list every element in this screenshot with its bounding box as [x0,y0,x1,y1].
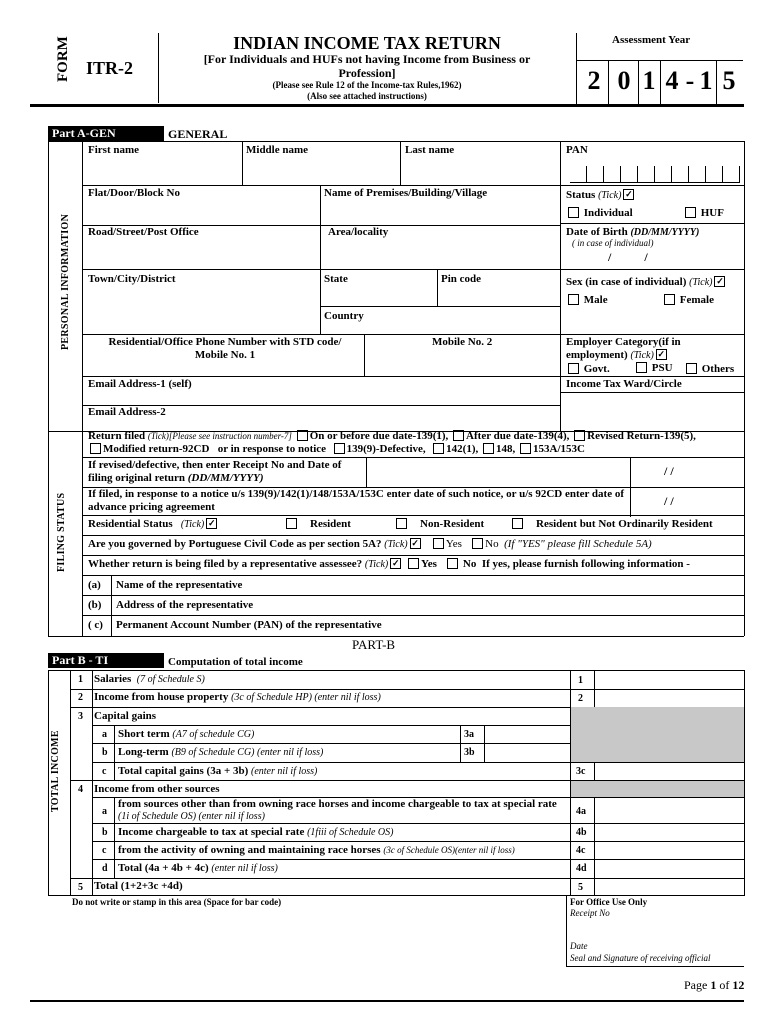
sub-row-letter: b [102,827,108,838]
checkbox-icon[interactable] [568,363,579,374]
checkbox-icon[interactable] [685,207,696,218]
email1-field[interactable]: Email Address-1 (self) [88,378,192,390]
checkbox-icon[interactable] [408,558,419,569]
checkbox-icon[interactable] [568,294,579,305]
box-label: 5 [578,882,583,893]
race-horses-row[interactable]: from the activity of owning and maintaining race horses (3c of Schedule OS)(enter nil if loss) [118,844,515,856]
form-label: FORM [55,36,71,82]
filing-status-label: FILING STATUS [56,492,67,572]
checkbox-icon[interactable] [286,518,297,529]
checkbox-icon[interactable] [453,430,464,441]
row-number: 1 [78,674,83,685]
rep-pan-field[interactable]: Permanent Account Number (PAN) of the representative [116,619,382,631]
checked-box-icon: ✓ [657,348,666,359]
checkbox-icon[interactable] [512,518,523,529]
checkbox-icon[interactable] [433,443,444,454]
road-field[interactable]: Road/Street/Post Office [88,226,199,238]
seal-signature-field: Seal and Signature of receiving official [570,953,711,963]
sub-row-letter: a [102,806,107,817]
rep-row-code: (b) [88,599,102,611]
sex-female-option[interactable]: Female [662,294,714,306]
ward-field[interactable]: Income Tax Ward/Circle [566,378,682,390]
status-huf-option[interactable]: HUF [683,207,724,219]
employer-psu-option[interactable]: PSU [634,362,673,374]
part-a-title: GENERAL [168,127,228,141]
box-label: 4d [576,863,587,874]
year-digit: 1 [642,66,656,95]
shaded-area [571,781,744,797]
box-label: 1 [578,675,583,686]
checkbox-icon[interactable] [520,443,531,454]
status-individual-option[interactable]: Individual [566,207,633,219]
row-number: 2 [78,692,83,703]
row-number: 4 [78,784,83,795]
shaded-area [571,707,744,762]
dob-note: ( in case of individual) [572,238,654,248]
personal-information-label: PERSONAL INFORMATION [60,213,71,350]
short-term-row[interactable]: Short term (A7 of schedule CG) [118,728,255,740]
checkbox-icon[interactable] [664,294,675,305]
office-use-label: For Office Use Only [570,897,648,907]
checkbox-icon[interactable] [568,207,579,218]
checked-box-icon: ✓ [207,517,216,528]
sub-row-letter: c [102,766,107,777]
first-name-field[interactable]: First name [88,144,140,156]
checked-box-icon: ✓ [411,537,419,548]
form-number: ITR-2 [86,58,134,78]
barcode-area-label: Do not write or stamp in this area (Space for bar code) [72,897,282,907]
employer-others-option[interactable]: Others [684,363,734,375]
employer-label: Employer Category(if in employment) (Tick) ✓ [566,336,681,361]
grand-total-row[interactable]: Total (1+2+3c +4d) [94,880,183,892]
sex-male-option[interactable]: Male [566,294,608,306]
area-field[interactable]: Area/locality [328,226,389,238]
box-label: 4c [576,845,586,856]
box-label: 4b [576,827,587,838]
long-term-row[interactable]: Long-term (B9 of Schedule CG) (enter nil if loss) [118,746,324,758]
status-label: Status (Tick) ✓ [566,188,633,201]
house-property-row[interactable]: Income from house property (3c of Schedule HP) (enter nil if loss) [94,691,381,703]
box-label: 2 [578,693,583,704]
row-number: 3 [78,711,83,722]
page-number: Page 1 of 12 [684,978,745,992]
non-resident-option[interactable]: Non-Resident [394,518,484,530]
sex-label: Sex (in case of individual) (Tick) ✓ [566,275,724,288]
checkbox-icon[interactable] [483,443,494,454]
rnor-option[interactable]: Resident but Not Ordinarily Resident [510,518,713,530]
pan-boxes[interactable] [570,166,740,183]
rep-row-code: (a) [88,579,101,591]
sub-row-letter: c [102,845,107,856]
instructions-note: (Also see attached instructions) [307,91,427,101]
total-other-sources-row[interactable]: Total (4a + 4b + 4c) (enter nil if loss) [118,862,278,874]
rule-note: (Please see Rule 12 of the Income-tax Rules,1962) [272,80,462,90]
year-digit: 5 [722,66,736,95]
rep-address-field[interactable]: Address of the representative [116,599,254,611]
box-label: 3c [576,766,586,777]
part-b-tag: Part B - TI [48,653,164,668]
rep-name-field[interactable]: Name of the representative [116,579,243,591]
row-number: 5 [78,882,83,893]
part-b-title: Computation of total income [168,656,303,668]
residential-status-row: Residential Status (Tick) ✓ [88,517,216,530]
checkbox-icon[interactable] [334,443,345,454]
checkbox-icon[interactable] [396,518,407,529]
checkbox-icon[interactable] [472,538,483,549]
pin-field[interactable]: Pin code [441,273,482,285]
year-digit: 0 [617,66,631,95]
year-digit: 1 [699,66,713,95]
resident-option[interactable]: Resident [284,518,351,530]
sub-row-letter: d [102,863,108,874]
pan-field[interactable]: PAN [566,144,588,156]
rep-row-code: ( c) [88,619,103,631]
revised-date-separators: / / [664,464,674,478]
checkbox-icon[interactable] [297,430,308,441]
sub-row-letter: a [102,729,107,740]
checkbox-icon[interactable] [433,538,444,549]
town-field[interactable]: Town/City/District [88,273,176,285]
email2-field[interactable]: Email Address-2 [88,406,166,418]
dob-separators: / / [608,250,648,264]
capital-gains-row: Capital gains [94,710,157,722]
year-digit: - [685,66,695,95]
checkbox-icon[interactable] [447,558,458,569]
dob-field[interactable]: Date of Birth (DD/MM/YYYY) [566,226,700,238]
return-filed-row: Return filed (Tick)[Please see instruction number-7] On or before due date-139(1), After due date-139(4), Revised Return-139(5), Modified return-92CD or in response to notice 139(9)-Defective, 142(1), 148, 153A/153C [88,430,696,455]
checkbox-icon[interactable] [90,443,101,454]
checked-box-icon: ✓ [716,275,724,286]
notice-date-separators: / / [664,494,674,508]
revised-return-field[interactable]: If revised/defective, then enter Receipt No and Date of filing original return (DD/MM/YYYY) [88,459,342,484]
total-income-label: TOTAL INCOME [50,730,61,812]
year-digit: 4 [665,66,679,95]
employer-govt-option[interactable]: Govt. [566,363,610,375]
year-digit: 2 [587,66,601,95]
middle-name-field[interactable]: Middle name [246,144,309,156]
checkbox-icon[interactable] [686,363,697,374]
box-label: 4a [576,806,586,817]
total-capital-gains-row[interactable]: Total capital gains (3a + 3b) (enter nil if loss) [118,765,318,777]
portuguese-row: Are you governed by Portuguese Civil Code as per section 5A? (Tick) ✓ Yes No (If "YES" please fill Schedule 5A) [88,537,652,550]
last-name-field[interactable]: Last name [405,144,455,156]
checkbox-icon[interactable] [636,362,647,373]
mobile2-field[interactable]: Mobile No. 2 [432,336,493,348]
subtitle: [For Individuals and HUFs not having Income from Business or Profession] [203,52,531,80]
other-sources-4a-row[interactable]: from sources other than from owning race horses and income chargeable to tax at special rate (1i of Schedule OS) (enter nil if loss) [118,798,557,822]
state-field[interactable]: State [324,273,348,285]
part-b-heading: PART-B [352,637,396,652]
other-sources-row: Income from other sources [94,783,220,795]
country-field[interactable]: Country [324,310,364,322]
box-label: 3a [464,729,474,740]
part-a-tag: Part A-GEN [48,126,164,141]
notice-date-field[interactable]: If filed, in response to a notice u/s 139(9)/142(1)/148/153A/153C enter date of such notice, or u/s 92CD enter date of advance pricing agreement [88,488,625,513]
representative-row: Whether return is being filed by a representative assessee? (Tick) ✓ Yes No If yes, please furnish following information - [88,557,690,570]
assessment-year-label: Assessment Year [612,34,691,46]
checkbox-icon[interactable] [574,430,585,441]
page-title: INDIAN INCOME TAX RETURN [233,33,501,53]
checked-box-icon: ✓ [625,188,633,199]
date-field[interactable]: Date [570,941,588,951]
special-rate-row[interactable]: Income chargeable to tax at special rate (1fiii of Schedule OS) [118,826,394,838]
receipt-no-field[interactable]: Receipt No [570,908,610,918]
premises-field[interactable]: Name of Premises/Building/Village [324,187,488,199]
salaries-row[interactable]: Salaries (7 of Schedule S) [94,673,205,685]
box-label: 3b [464,747,475,758]
flat-field[interactable]: Flat/Door/Block No [88,187,180,199]
checked-box-icon: ✓ [391,557,400,568]
sub-row-letter: b [102,747,108,758]
phone-field[interactable]: Residential/Office Phone Number with STD code/ Mobile No. 1 [108,336,342,361]
